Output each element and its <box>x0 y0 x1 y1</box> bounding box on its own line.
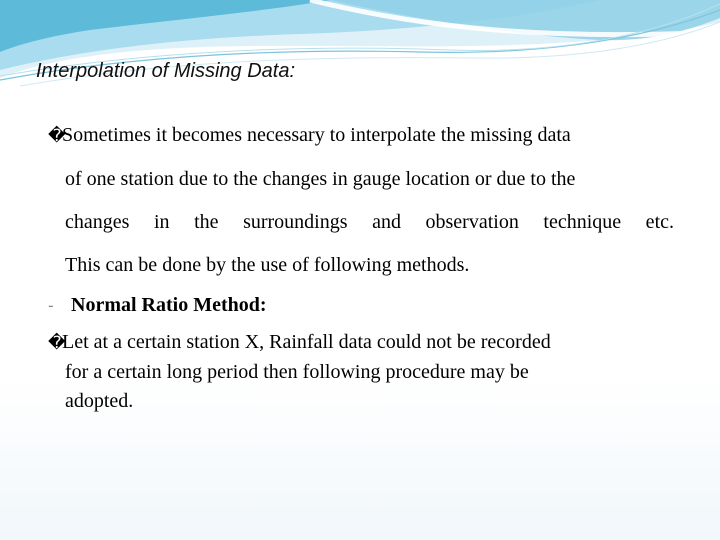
paragraph-line: adopted. <box>65 390 134 412</box>
paragraph-missing-data <box>48 114 674 287</box>
paragraph-normal-ratio <box>48 328 678 416</box>
section-heading <box>48 291 267 320</box>
paragraph-line: This can be done by the use of following methods. <box>65 254 470 276</box>
paragraph-line-text: Let at a certain station X, Rainfall data could not be recorded <box>62 331 551 353</box>
section-heading-text: Normal Ratio Method: <box>71 294 267 316</box>
bullet-glyph: � <box>48 333 66 353</box>
slide-title: Interpolation of Missing Data: <box>36 60 296 82</box>
bullet-glyph: � <box>48 126 66 146</box>
paragraph-line: of one station due to the changes in gauge location or due to the <box>65 168 576 190</box>
paragraph-line <box>48 114 674 158</box>
paragraph-line <box>48 328 678 358</box>
dash-bullet: - <box>48 296 54 315</box>
paragraph-line: for a certain long period then following procedure may be <box>65 361 529 383</box>
paragraph-line-text: Sometimes it becomes necessary to interpolate the missing data <box>62 124 571 146</box>
paragraph-line: changes in the surroundings and observation technique etc. <box>65 211 674 233</box>
